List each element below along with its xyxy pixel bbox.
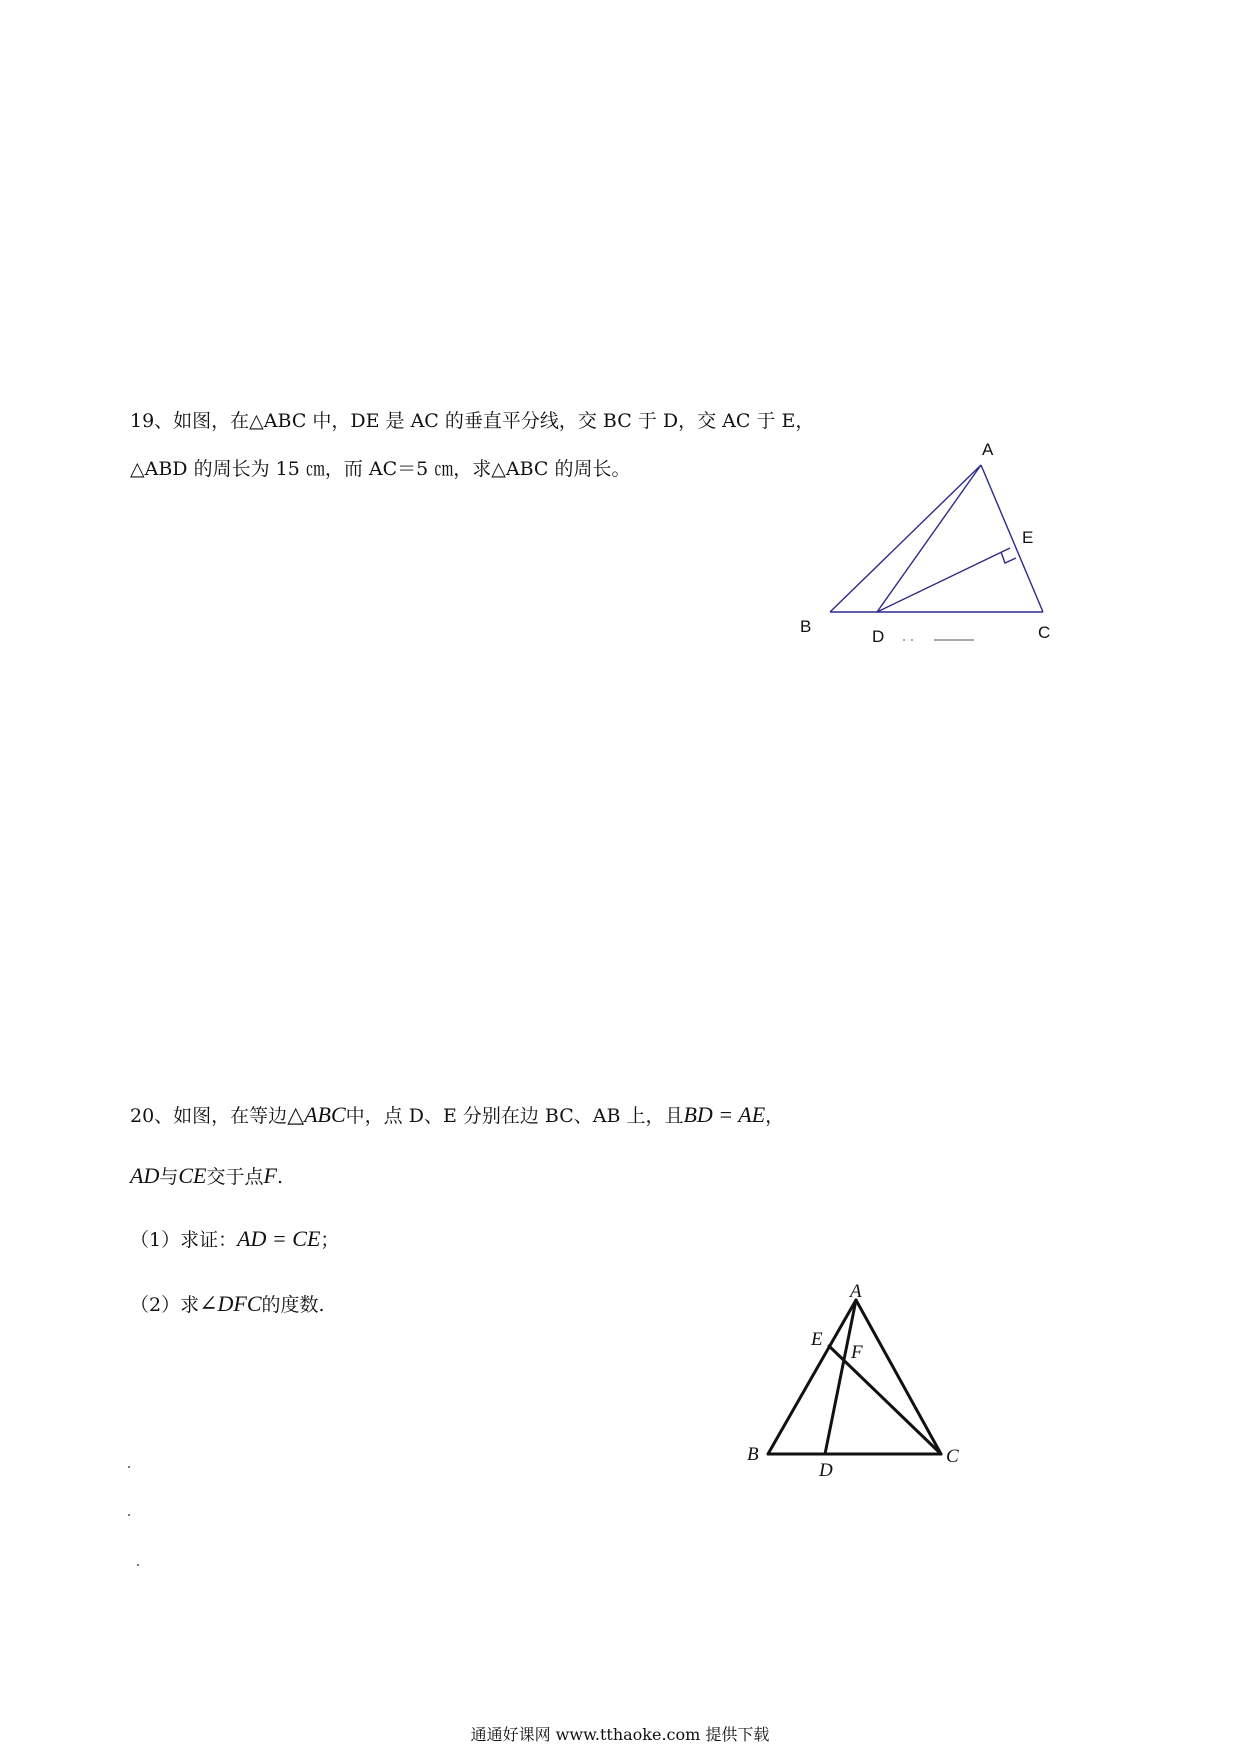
q20-line-2-mid: 与	[159, 1166, 179, 1188]
q20-line-1-prefix: 20、如图，在等边	[130, 1105, 288, 1127]
q20-math-ad: AD	[130, 1163, 160, 1188]
q20-line-2-text: 交于点	[206, 1166, 264, 1188]
q20-math-triangle-abc: △ABC	[287, 1102, 346, 1127]
q19-label-d: D	[872, 627, 885, 646]
page-footer: 通通好课网 www.tthaoke.com 提供下载	[470, 1725, 770, 1744]
q20-math-ce: CE	[178, 1163, 207, 1188]
q20-label-c: C	[946, 1446, 959, 1467]
scan-dot	[128, 1466, 130, 1468]
scan-dot	[137, 1564, 139, 1566]
q20-segment-ad	[825, 1300, 856, 1454]
q19-label-e: E	[1022, 528, 1034, 547]
q19-label-a: A	[982, 440, 994, 459]
q19-line-1: 19、如图，在△ABC 中，DE 是 AC 的垂直平分线，交 BC 于 D，交 AC 于 E，	[130, 410, 815, 432]
q20-math-bd-eq-ae: BD = AE	[683, 1102, 766, 1127]
q20-label-b: B	[747, 1444, 759, 1465]
q20-segment-ce	[829, 1346, 941, 1454]
q20-part-2-suffix: 的度数.	[261, 1294, 325, 1316]
q20-side-ac	[856, 1300, 941, 1454]
q20-part-1-suffix: ；	[320, 1229, 340, 1251]
q19-label-b: B	[800, 617, 812, 636]
q20-label-d: D	[819, 1460, 833, 1481]
q20-label-f: F	[851, 1342, 863, 1363]
q20-line-1-mid: 中，点 D、E 分别在边 BC、AB 上，且	[345, 1105, 684, 1127]
q20-side-ab	[768, 1300, 856, 1454]
q20-line-1-suffix: ，	[765, 1105, 785, 1127]
q20-math-f: F	[263, 1163, 277, 1188]
scan-dot	[128, 1514, 130, 1516]
q20-part-1-prefix: （1）求证：	[130, 1229, 238, 1251]
q20-part-2-prefix: （2）求	[130, 1294, 200, 1316]
q20-math-ad-eq-ce: AD = CE	[237, 1226, 321, 1251]
q19-line-2: △ABD 的周长为 15 ㎝，而 AC＝5 ㎝，求△ABC 的周长。	[130, 458, 631, 480]
q20-math-angle-dfc: ∠DFC	[199, 1291, 262, 1316]
q20-label-e: E	[811, 1329, 823, 1350]
q20-label-a: A	[850, 1281, 862, 1302]
q19-label-c: C	[1038, 623, 1051, 642]
q20-line-2-suffix: .	[276, 1166, 283, 1188]
